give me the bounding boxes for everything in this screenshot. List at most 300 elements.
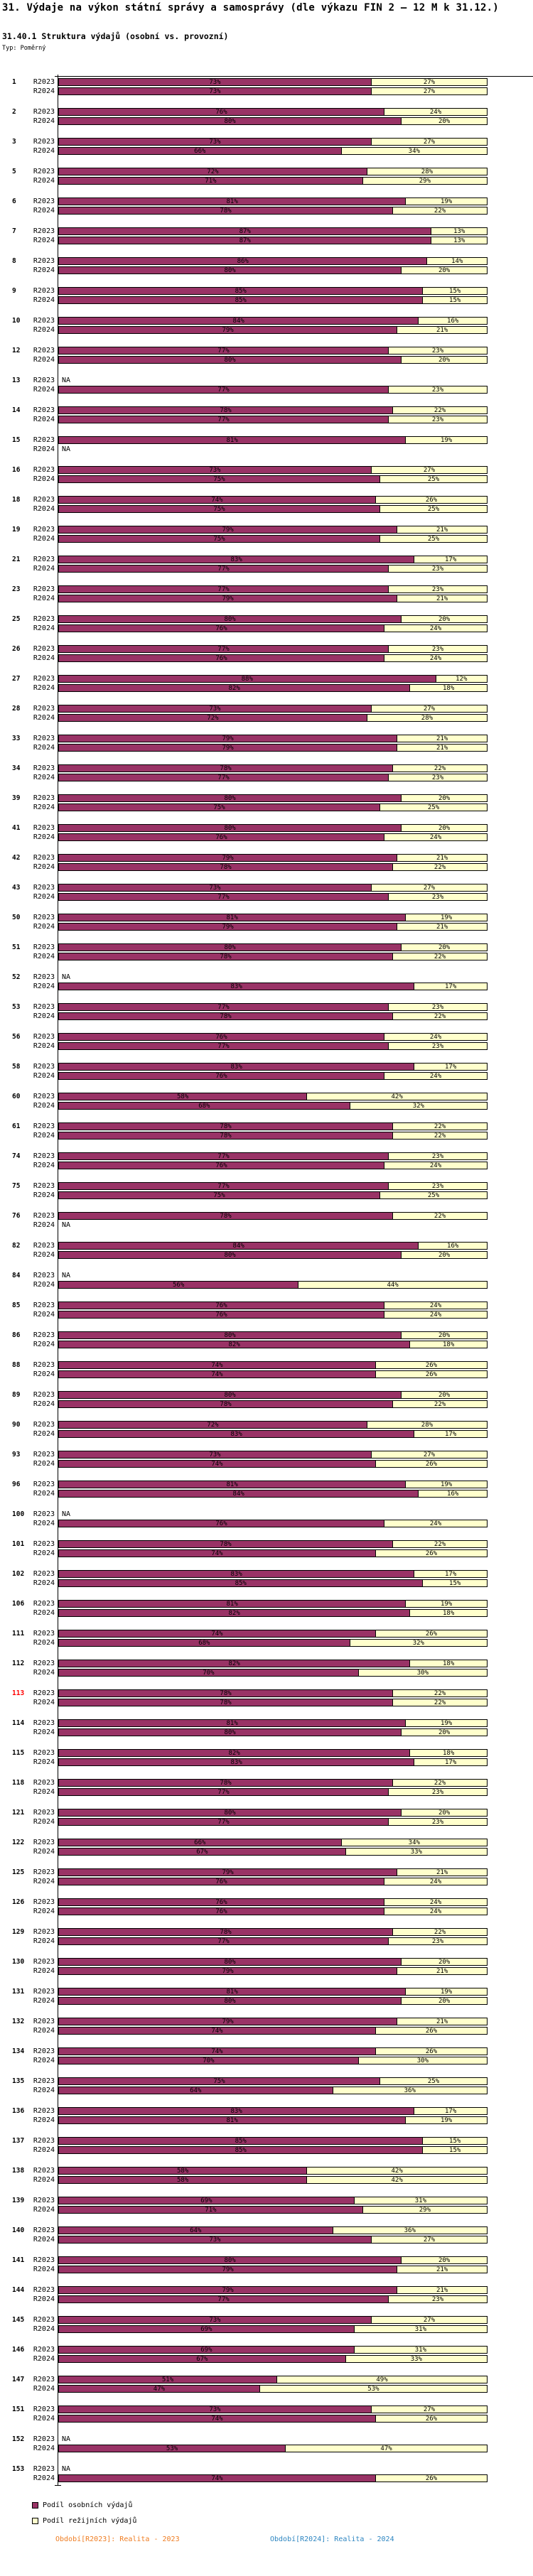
bar-row [0, 2087, 533, 2094]
segment-value-label: 76% [215, 833, 227, 841]
entity-id-label [0, 1639, 23, 1647]
segment-value-label: 27% [423, 138, 436, 146]
bar-row [0, 475, 533, 483]
bar-plot-area [58, 2057, 488, 2064]
segment-value-label: 77% [217, 774, 230, 781]
row-gutter [0, 1788, 58, 1796]
segment-value-label: 56% [172, 1281, 185, 1289]
entity-block [0, 615, 533, 632]
entity-block [0, 1719, 533, 1736]
bar-row [0, 1600, 533, 1608]
segment-value-label: 20% [438, 1809, 451, 1817]
overhead-bar-segment [362, 177, 488, 185]
overhead-bar-segment [414, 2107, 488, 2115]
row-gutter [0, 1341, 58, 1348]
row-gutter [0, 1311, 58, 1319]
bar-row [0, 2197, 533, 2204]
bar-plot-area [58, 2325, 488, 2333]
entity-block [0, 1839, 533, 1856]
entity-id-label [0, 1520, 23, 1527]
entity-id-label [0, 953, 23, 960]
personal-bar-segment [58, 207, 393, 215]
personal-bar-segment [58, 774, 389, 781]
personal-bar-segment [58, 1699, 393, 1706]
personal-bar-segment [58, 108, 384, 116]
segment-value-label: 85% [235, 1579, 247, 1587]
row-gutter [0, 1639, 58, 1647]
bar-row [0, 1540, 533, 1548]
bar-row [0, 1848, 533, 1856]
segment-value-label: 67% [196, 2355, 208, 2363]
overhead-bar-segment [392, 1699, 488, 1706]
personal-bar-segment [58, 1779, 393, 1787]
overhead-bar-segment [392, 1540, 488, 1548]
personal-bar-segment [58, 2176, 307, 2184]
overhead-bar-segment [397, 526, 488, 534]
overhead-bar-segment [414, 983, 488, 990]
segment-value-label: 78% [220, 1779, 232, 1787]
segment-value-label: 77% [217, 1003, 230, 1011]
period-label: R2023 [33, 2167, 55, 2175]
segment-value-label: 26% [425, 2027, 438, 2035]
entity-id-label: 140 [12, 2226, 25, 2234]
bar-row [0, 1370, 533, 1378]
overhead-bar-segment [379, 1191, 488, 1199]
segment-value-label: 80% [224, 1728, 236, 1736]
bar-row [0, 1421, 533, 1429]
entity-id-label: 135 [12, 2077, 25, 2085]
bar-row [0, 1251, 533, 1259]
personal-bar-segment [58, 2206, 363, 2214]
entity-id-label [0, 1191, 23, 1199]
entity-id-label [0, 2295, 23, 2303]
segment-value-label: 24% [429, 654, 442, 662]
overhead-bar-segment [401, 2256, 488, 2264]
overhead-bar-segment [285, 2445, 488, 2452]
overhead-bar-segment [384, 1162, 488, 1169]
segment-value-label: 78% [220, 406, 232, 414]
personal-bar-segment [58, 1898, 384, 1906]
overhead-bar-segment [401, 794, 488, 802]
segment-value-label: 80% [224, 1997, 236, 2005]
period-label: R2023 [33, 108, 55, 116]
entity-id-label [0, 1549, 23, 1557]
period-label: R2024 [33, 1281, 55, 1289]
personal-bar-segment [58, 2256, 402, 2264]
entity-block [0, 2405, 533, 2423]
personal-bar-segment [58, 914, 406, 921]
bar-row [0, 923, 533, 931]
row-gutter [0, 436, 58, 444]
row-gutter [0, 1272, 58, 1279]
entity-block [0, 1272, 533, 1289]
segment-value-label: 18% [442, 1660, 455, 1667]
entity-id-label [0, 326, 23, 334]
bar-row [0, 1570, 533, 1578]
segment-value-label: 73% [209, 2405, 221, 2413]
segment-value-label: 77% [217, 1788, 230, 1796]
personal-bar-segment [58, 1868, 397, 1876]
period-label: R2023 [33, 1570, 55, 1578]
entity-id-label [0, 1609, 23, 1617]
segment-value-label: 51% [161, 2376, 174, 2383]
entity-id-label: 53 [12, 1003, 21, 1011]
segment-value-label: 21% [436, 923, 448, 931]
bar-plot-area [58, 705, 488, 713]
bar-plot-area [58, 1191, 488, 1199]
bar-plot-area [58, 1728, 488, 1736]
entity-id-label [0, 147, 23, 155]
segment-value-label: 24% [429, 1907, 442, 1915]
entity-id-label [0, 1937, 23, 1945]
personal-bar-segment [58, 1788, 389, 1796]
segment-value-label: 26% [425, 2047, 438, 2055]
entity-block [0, 1928, 533, 1945]
segment-value-label: 58% [177, 1093, 189, 1100]
row-gutter [0, 1579, 58, 1587]
row-gutter [0, 983, 58, 990]
entity-id-label [0, 1102, 23, 1110]
row-gutter [0, 744, 58, 752]
overhead-bar-segment [371, 1451, 488, 1459]
personal-bar-segment [58, 923, 397, 931]
bar-plot-area [58, 565, 488, 573]
bar-row [0, 177, 533, 185]
segment-value-label: 20% [438, 1728, 451, 1736]
bar-plot-area [58, 1540, 488, 1548]
period-label: R2023 [33, 257, 55, 265]
row-gutter [0, 1042, 58, 1050]
bar-row [0, 1630, 533, 1638]
period-label: R2023 [33, 2465, 55, 2473]
segment-value-label: 22% [434, 1212, 446, 1220]
entity-id-label: 137 [12, 2137, 25, 2145]
row-gutter [0, 416, 58, 423]
overhead-bar-segment [388, 645, 488, 653]
period-label: R2023 [33, 2435, 55, 2443]
row-gutter [0, 854, 58, 862]
bar-row [0, 1660, 533, 1667]
overhead-bar-segment [405, 2116, 488, 2124]
entity-block [0, 1570, 533, 1587]
entity-block [0, 1779, 533, 1796]
bar-plot-area [58, 2077, 488, 2085]
entity-id-label [0, 1400, 23, 1408]
bar-plot-area [58, 1907, 488, 1915]
overhead-bar-segment [384, 1072, 488, 1080]
row-gutter [0, 1451, 58, 1459]
legend-item-overhead [32, 2517, 533, 2525]
personal-bar-segment [58, 1242, 419, 1250]
bar-plot-area [58, 2206, 488, 2214]
segment-value-label: 24% [429, 624, 442, 632]
entity-id-label: 129 [12, 1928, 25, 1936]
segment-value-label: 28% [421, 168, 434, 175]
overhead-bar-segment [362, 2206, 488, 2214]
bar-row [0, 744, 533, 752]
row-gutter [0, 168, 58, 175]
bar-plot-area [58, 87, 488, 95]
segment-value-label: 20% [438, 1997, 451, 2005]
bar-plot-area [58, 2027, 488, 2035]
overhead-bar-segment [276, 2376, 488, 2383]
bar-plot-area [58, 615, 488, 623]
entity-block [0, 585, 533, 602]
entity-block [0, 1809, 533, 1826]
period-label: R2023 [33, 1033, 55, 1041]
bar-row [0, 505, 533, 513]
period-label: R2024 [33, 1878, 55, 1885]
row-gutter [0, 1191, 58, 1199]
segment-value-label: 83% [230, 1063, 242, 1071]
bar-row [0, 207, 533, 215]
overhead-bar-segment [375, 496, 488, 504]
segment-value-label: 16% [447, 1242, 459, 1250]
bar-row [0, 257, 533, 265]
period-label: R2023 [33, 2226, 55, 2234]
overhead-bar-segment [422, 2146, 488, 2154]
period-label: R2023 [33, 1481, 55, 1488]
segment-value-label: 20% [438, 1251, 451, 1259]
segment-value-label: 78% [220, 1689, 232, 1697]
entity-block [0, 556, 533, 573]
segment-value-label: 34% [408, 147, 420, 155]
segment-value-label: 79% [222, 595, 234, 602]
row-gutter [0, 266, 58, 274]
bar-plot-area [58, 147, 488, 155]
bar-row [0, 1331, 533, 1339]
segment-value-label: 78% [220, 1212, 232, 1220]
bar-plot-area [58, 774, 488, 781]
personal-bar-segment [58, 1579, 423, 1587]
overhead-bar-segment [388, 1788, 488, 1796]
segment-value-label: 81% [226, 2116, 238, 2124]
row-gutter [0, 1490, 58, 1498]
segment-value-label: 24% [429, 1898, 442, 1906]
period-label: R2023 [33, 1510, 55, 1518]
bar-row [0, 565, 533, 573]
personal-bar-segment [58, 1758, 414, 1766]
bar-row [0, 2176, 533, 2184]
period-label: R2023 [33, 914, 55, 921]
period-label: R2024 [33, 774, 55, 781]
period-label: R2024 [33, 207, 55, 215]
entity-id-label [0, 445, 23, 453]
overhead-bar-segment [350, 1102, 488, 1110]
bar-plot-area [58, 2047, 488, 2055]
bar-row [0, 794, 533, 802]
bar-row [0, 914, 533, 921]
period-label: R2024 [33, 893, 55, 901]
row-gutter [0, 317, 58, 325]
bar-plot-area [58, 735, 488, 742]
period-label: R2024 [33, 1072, 55, 1080]
entity-id-label: 151 [12, 2405, 25, 2413]
overhead-bar-segment [401, 1728, 488, 1736]
bar-plot-area [58, 2465, 488, 2473]
segment-value-label: 77% [217, 1818, 230, 1826]
entity-id-label: 118 [12, 1779, 25, 1787]
row-gutter [0, 1549, 58, 1557]
personal-bar-segment [58, 1122, 393, 1130]
bar-row [0, 1033, 533, 1041]
personal-bar-segment [58, 416, 389, 423]
period-label: R2023 [33, 1301, 55, 1309]
entity-block [0, 1003, 533, 1020]
period-label: R2024 [33, 2385, 55, 2393]
entity-id-label: 121 [12, 1809, 25, 1817]
row-gutter [0, 2346, 58, 2354]
entity-id-label [0, 266, 23, 274]
entity-block [0, 138, 533, 155]
entity-block [0, 197, 533, 215]
overhead-bar-segment [367, 1421, 488, 1429]
segment-value-label: 82% [228, 1609, 240, 1617]
entity-id-label [0, 565, 23, 573]
row-gutter [0, 1669, 58, 1677]
bar-plot-area [58, 1152, 488, 1160]
entity-id-label: 14 [12, 406, 21, 414]
period-label: R2024 [33, 505, 55, 513]
row-gutter [0, 2256, 58, 2264]
segment-value-label: 25% [427, 475, 440, 483]
period-label: R2023 [33, 735, 55, 742]
bar-plot-area [58, 923, 488, 931]
bar-row [0, 445, 533, 453]
bar-plot-area [58, 1758, 488, 1766]
segment-value-label: 19% [440, 436, 453, 444]
segment-value-label: 81% [226, 1600, 238, 1608]
overhead-bar-segment [371, 2236, 488, 2244]
period-label: R2024 [33, 1758, 55, 1766]
bar-row [0, 416, 533, 423]
personal-legend-label: Podíl osobních výdajů [43, 2501, 133, 2509]
overhead-bar-segment [405, 436, 488, 444]
period-label: R2024 [33, 326, 55, 334]
segment-value-label: 29% [419, 2206, 431, 2214]
personal-bar-segment [58, 1967, 397, 1975]
overhead-bar-segment [259, 2385, 488, 2393]
segment-value-label: 83% [230, 1430, 242, 1438]
bar-plot-area [58, 1400, 488, 1408]
period-label: R2023 [33, 2197, 55, 2204]
row-gutter [0, 1033, 58, 1041]
row-gutter [0, 138, 58, 146]
entity-id-label: 56 [12, 1033, 21, 1041]
segment-value-label: 69% [200, 2346, 212, 2354]
period-label: R2024 [33, 147, 55, 155]
overhead-bar-segment [418, 1242, 488, 1250]
bar-row [0, 1242, 533, 1250]
row-gutter [0, 1391, 58, 1399]
bar-row [0, 943, 533, 951]
entity-id-label [0, 2266, 23, 2273]
segment-value-label: 75% [213, 535, 225, 543]
segment-value-label: 15% [449, 1579, 461, 1587]
segment-value-label: 77% [217, 893, 230, 901]
bar-row [0, 654, 533, 662]
row-gutter [0, 237, 58, 244]
overhead-bar-segment [392, 953, 488, 960]
personal-bar-segment [58, 764, 393, 772]
segment-value-label: 16% [447, 1490, 459, 1498]
row-gutter [0, 2325, 58, 2333]
period-label: R2023 [33, 675, 55, 683]
personal-bar-segment [58, 406, 393, 414]
segment-value-label: 14% [451, 257, 463, 265]
period-label: R2024 [33, 595, 55, 602]
period-label: R2023 [33, 1660, 55, 1667]
bar-row [0, 1400, 533, 1408]
entity-block [0, 168, 533, 185]
entity-id-label: 141 [12, 2256, 25, 2264]
segment-value-label: 32% [412, 1639, 424, 1647]
overhead-bar-segment [392, 764, 488, 772]
entity-id-label [0, 1699, 23, 1706]
bar-plot-area [58, 645, 488, 653]
overhead-bar-segment [401, 1997, 488, 2005]
segment-value-label: 23% [431, 1003, 444, 1011]
personal-bar-segment [58, 2137, 423, 2145]
entity-id-label [0, 833, 23, 841]
personal-bar-segment [58, 1162, 384, 1169]
period-label: R2023 [33, 2107, 55, 2115]
period-label: R2024 [33, 2266, 55, 2273]
personal-bar-segment [58, 1749, 410, 1757]
bar-plot-area [58, 377, 488, 384]
period-label: R2024 [33, 1490, 55, 1498]
entity-block [0, 2077, 533, 2094]
entity-id-label [0, 624, 23, 632]
row-gutter [0, 893, 58, 901]
entity-id-label: 114 [12, 1719, 25, 1727]
segment-value-label: 20% [438, 1331, 451, 1339]
overhead-legend-swatch [32, 2518, 38, 2524]
segment-value-label: 75% [213, 2077, 225, 2085]
row-gutter [0, 585, 58, 593]
segment-value-label: 18% [442, 1749, 455, 1757]
overhead-bar-segment [371, 87, 488, 95]
personal-bar-segment [58, 1460, 376, 1468]
entity-id-label [0, 774, 23, 781]
period-label: R2023 [33, 1272, 55, 1279]
personal-bar-segment [58, 624, 384, 632]
bar-plot-area [58, 585, 488, 593]
bar-plot-area [58, 1958, 488, 1966]
row-gutter [0, 1132, 58, 1140]
bar-row [0, 168, 533, 175]
overhead-bar-segment [431, 227, 488, 235]
entity-block [0, 2435, 533, 2452]
personal-bar-segment [58, 2325, 355, 2333]
na-label: NA [62, 1221, 71, 1229]
row-gutter [0, 2295, 58, 2303]
bar-plot-area [58, 2435, 488, 2443]
row-gutter [0, 645, 58, 653]
period-label: R2023 [33, 377, 55, 384]
row-gutter [0, 1997, 58, 2005]
overhead-bar-segment [388, 347, 488, 355]
bar-plot-area [58, 1212, 488, 1220]
overhead-bar-segment [384, 1878, 488, 1885]
row-gutter [0, 1779, 58, 1787]
segment-value-label: 79% [222, 2266, 234, 2273]
row-gutter [0, 1102, 58, 1110]
period-label: R2024 [33, 833, 55, 841]
bar-plot-area [58, 1072, 488, 1080]
bar-row [0, 1361, 533, 1369]
entity-id-label: 10 [12, 317, 21, 325]
